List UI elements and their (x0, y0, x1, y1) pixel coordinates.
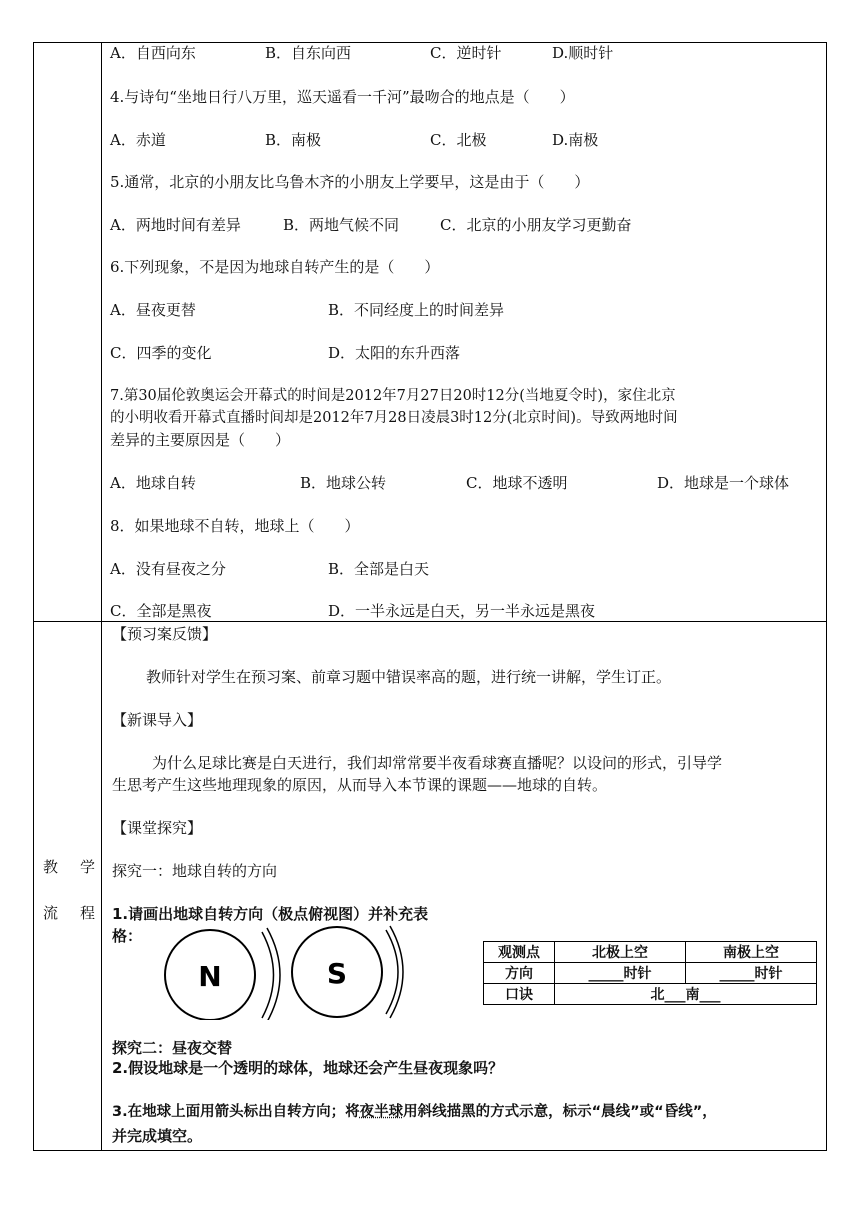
table-row (484, 984, 817, 1005)
q5-option-c: C．北京的小朋友学习更勤奋 (440, 216, 632, 234)
intro-heading: 【新课导入】 (112, 711, 203, 729)
q3-option-b: B．自东向西 (265, 44, 352, 62)
table-cell: 北___南___ (555, 984, 817, 1005)
south-pole-label: S (326, 957, 348, 990)
feedback-heading: 【预习案反馈】 (112, 625, 218, 643)
q4-option-d: D.南极 (552, 131, 599, 149)
q8-option-b: B．全部是白天 (328, 560, 430, 578)
q6-option-d: D．太阳的东升西落 (328, 344, 461, 362)
column-divider (101, 42, 102, 1151)
q4-option-c: C．北极 (430, 131, 487, 149)
feedback-text: 教师针对学生在预习案、前章习题中错误率高的题，进行统一讲解，学生订正。 (146, 668, 672, 686)
q4-option-a: A．赤道 (110, 131, 166, 149)
explore1-title: 探究一：地球自转的方向 (112, 862, 278, 880)
side-label-char: 学 (79, 858, 95, 876)
north-pole-label: N (198, 960, 222, 993)
table-row (484, 942, 817, 963)
q8-option-c: C．全部是黑夜 (110, 602, 212, 620)
side-label-row1 (43, 856, 95, 877)
q7-stem-line3: 差异的主要原因是（ ） (110, 431, 291, 449)
task2-text: 2.假设地球是一个透明的球体，地球还会产生昼夜现象吗？ (112, 1059, 504, 1077)
q8-option-a: A．没有昼夜之分 (110, 560, 226, 578)
table-row (484, 963, 817, 984)
q5-option-b: B．两地气候不同 (283, 216, 400, 234)
q7-option-a: A．地球自转 (110, 474, 196, 492)
q8-stem: 8．如果地球不自转，地球上（ ） (110, 517, 360, 535)
table-header: 北极上空 (555, 942, 686, 963)
q6-stem: 6.下列现象，不是因为地球自转产生的是（ ） (110, 258, 440, 276)
table-cell: 方向 (484, 963, 555, 984)
q4-stem: 4.与诗句“坐地日行八万里，巡天遥看一千河”最吻合的地点是（ ） (110, 88, 575, 106)
q6-option-b: B．不同经度上的时间差异 (328, 301, 505, 319)
explore2-title: 探究二：昼夜交替 (112, 1039, 233, 1057)
north-rotation-arc-inner (262, 932, 274, 1018)
q6-option-a: A．昼夜更替 (110, 301, 196, 319)
task3-text-a: 3.在地球上面用箭头标出自转方向；将 (112, 1104, 360, 1120)
side-label-char: 教 (43, 858, 59, 876)
task3-text-b: 用斜线描黑的方式示意，标示“晨线”或“昏线”， (403, 1104, 717, 1120)
rotation-direction-table (483, 941, 817, 1005)
table-cell: _____时针 (555, 963, 686, 984)
q3-option-a: A．自西向东 (110, 44, 196, 62)
task3-emphasis: 夜半球 (359, 1104, 404, 1120)
table-cell: _____时针 (686, 963, 817, 984)
table-cell: 口诀 (484, 984, 555, 1005)
q7-option-b: B．地球公转 (300, 474, 387, 492)
task3-line2: 并完成填空。 (112, 1127, 203, 1145)
q8-option-d: D．一半永远是白天，另一半永远是黑夜 (328, 602, 596, 620)
q3-option-c: C．逆时针 (430, 44, 502, 62)
side-label-row2 (43, 902, 95, 923)
task1-line2: 格： (112, 927, 143, 945)
q7-stem-line2: 的小明收看开幕式直播时间却是2012年7月28日凌晨3时12分(北京时间)。导致两地时间 (110, 410, 678, 426)
table-header: 南极上空 (686, 942, 817, 963)
side-label-char: 流 (43, 904, 59, 922)
q5-option-a: A．两地时间有差异 (110, 216, 241, 234)
q7-option-d: D．地球是一个球体 (657, 474, 790, 492)
intro-line1: 为什么足球比赛是白天进行，我们却常常要半夜看球赛直播呢？以设问的形式，引导学 (152, 754, 723, 772)
q7-stem-line1: 7.第30届伦敦奥运会开幕式的时间是2012年7月27日20时12分(当地夏令时)，家住北京 (110, 388, 676, 404)
intro-line2: 生思考产生这些地理现象的原因，从而导入本节课的课题——地球的自转。 (112, 776, 608, 794)
south-rotation-arc-inner (386, 930, 398, 1014)
task3-line1 (112, 1102, 717, 1122)
explore-heading: 【课堂探究】 (112, 819, 203, 837)
q4-option-b: B．南极 (265, 131, 322, 149)
south-rotation-arc-outer (390, 926, 403, 1018)
row-divider (33, 621, 827, 622)
q5-stem: 5.通常，北京的小朋友比乌鲁木齐的小朋友上学要早，这是由于（ ） (110, 173, 590, 191)
side-label-char: 程 (79, 904, 95, 922)
polar-view-globes (150, 920, 410, 1020)
q3-option-d: D.顺时针 (552, 44, 614, 62)
task1-line1: 1.请画出地球自转方向（极点俯视图）并补充表 (112, 905, 429, 923)
q6-option-c: C．四季的变化 (110, 344, 212, 362)
table-header: 观测点 (484, 942, 555, 963)
q7-option-c: C．地球不透明 (466, 474, 568, 492)
